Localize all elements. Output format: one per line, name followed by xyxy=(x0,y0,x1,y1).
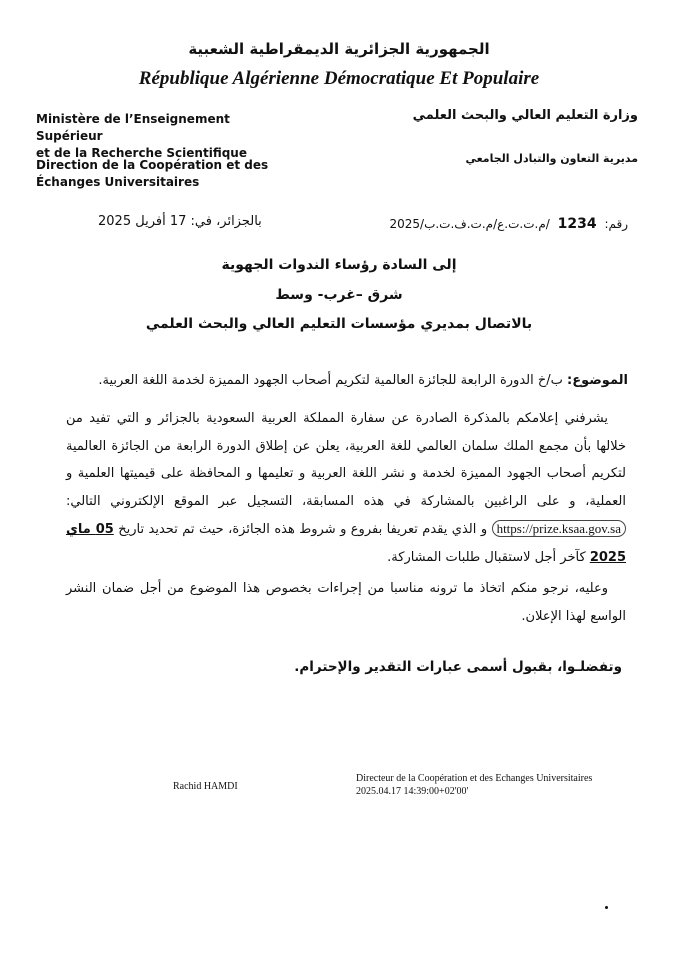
body-p1-start: يشرفني إعلامكم بالمذكرة الصادرة عن سفارة المملكة العربية السعودية بالجزائر و التي تفيد من خلالها بأن مجمع الملك سلمان العالمي للغة العربية، يعلن عن إطلاق الدورة الرابعة من الجائزة العالمية لتكريم أصحاب الجهود المميزة لخدمة و نشر اللغة العربية و تعليمها و المحافظة على قيميتها العلمية و العملية، و على الراغبين بالمشاركة في هذه المسابقة، التسجيل عبر الموقع الإلكتروني التالي: xyxy=(66,411,626,509)
direction-french-line1: Direction de la Coopération et des xyxy=(36,158,269,172)
reference-number: 1234 xyxy=(557,216,597,232)
ministry-french xyxy=(36,111,296,162)
deadline-date: 05 ماي 2025 xyxy=(66,522,626,565)
page-mark xyxy=(605,906,608,909)
subject-label: الموضوع: xyxy=(567,373,628,388)
ministry-french-line2: et de la Recherche Scientifique xyxy=(36,146,247,160)
ministry-arabic: وزارة التعليم العالي والبحث العلمي xyxy=(412,108,638,123)
recipients-line3: بالاتصال بمديري مؤسسات التعليم العالي والبحث العلمي xyxy=(145,316,533,332)
recipients-line2: شرق –غرب- وسط xyxy=(275,287,403,303)
registration-url-link[interactable]: https://prize.ksaa.gov.sa xyxy=(492,520,626,537)
body-paragraph-2: وعليه، نرجو منكم اتخاذ ما ترونه مناسبا من إجراءات بخصوص هذا الموضوع من أجل ضمان النشر الواسع لهذا الإعلان. xyxy=(66,581,626,624)
signatory-name: Rachid HAMDI xyxy=(173,781,238,792)
date-value: 17 أفريل 2025 xyxy=(98,214,187,229)
republic-title-arabic: الجمهورية الجزائرية الديمقراطية الشعبية xyxy=(188,40,490,58)
ministry-french-line1: Ministère de l’Enseignement Supérieur xyxy=(36,112,230,143)
recipients-line1: إلى السادة رؤساء الندوات الجهوية xyxy=(221,257,457,273)
direction-french xyxy=(36,157,296,191)
body-paragraph-1 xyxy=(66,405,626,571)
letter-body xyxy=(66,405,626,630)
direction-french-line2: Échanges Universitaires xyxy=(36,175,200,189)
body-p1-end: كآخر أجل لاستقبال طلبات المشاركة. xyxy=(387,549,586,565)
subject-line xyxy=(68,373,628,388)
signature-timestamp: 2025.04.17 14:39:00+02'00' xyxy=(356,786,469,797)
reference-line xyxy=(389,216,628,232)
direction-arabic: مديرية التعاون والتبادل الجامعي xyxy=(465,152,638,165)
date-line xyxy=(98,214,262,229)
republic-title-french: République Algérienne Démocratique Et Populaire xyxy=(138,68,540,89)
reference-code: /م.ت.ت.ع/م.ت.ف.ت.ب/2025 xyxy=(389,217,550,231)
subject-text: ب/خ الدورة الرابعة للجائزة العالمية لتكريم أصحاب الجهود المميزة لخدمة اللغة العربية. xyxy=(98,373,563,388)
body-p1-middle: و الذي يقدم تعريفا بفروع و شروط هذه الجائزة، حيث تم تحديد تاريخ xyxy=(118,522,488,537)
closing-formula: وتفضلـوا، بقبول أسمى عبارات التقدير والإحترام. xyxy=(294,659,622,675)
reference-label: رقم: xyxy=(604,217,628,231)
signature-block xyxy=(356,772,592,798)
signatory-title: Directeur de la Coopération et des Echanges Universitaires xyxy=(356,773,593,784)
date-prefix: بالجزائر، في: xyxy=(190,214,262,229)
